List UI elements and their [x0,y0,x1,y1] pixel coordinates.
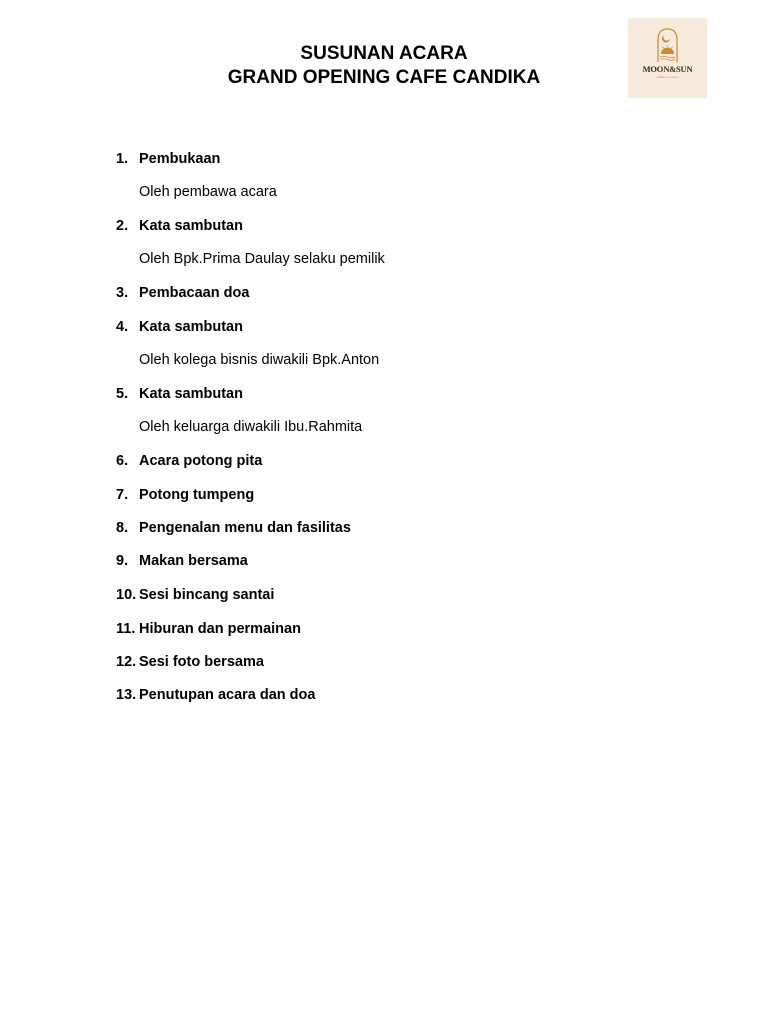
agenda-item-label: Kata sambutan [139,386,243,402]
agenda-item-description: Oleh keluarga diwakili Ibu.Rahmita [139,419,363,435]
agenda-item-label: Makan bersama [139,553,248,569]
agenda-item-description: Oleh Bpk.Prima Daulay selaku pemilik [139,251,385,267]
agenda-item-number: 12. [116,654,137,670]
agenda-item-number: 2. [116,218,129,234]
agenda-item-number: 6. [116,453,129,469]
agenda-item-number: 11. [116,621,136,637]
agenda-item-label: Pengenalan menu dan fasilitas [139,520,351,536]
agenda-item-description: Oleh pembawa acara [139,184,277,200]
agenda-item-number: 3. [116,285,129,301]
agenda-item-number: 9. [116,553,129,569]
logo-tagline: coffee & eatery [656,75,679,79]
agenda-item-label: Hiburan dan permainan [139,621,301,637]
moon-sun-emblem-icon [628,18,707,98]
agenda-item-label: Acara potong pita [139,453,263,469]
agenda-item-number: 13. [116,687,137,703]
agenda-item-label: Pembacaan doa [139,285,250,301]
document-subtitle: GRAND OPENING CAFE CANDIKA [227,67,541,88]
agenda-item-label: Penutupan acara dan doa [139,687,316,703]
agenda-item-number: 8. [116,520,129,536]
agenda-item-number: 7. [116,487,129,503]
agenda-item-number: 4. [116,319,129,335]
agenda-item-label: Kata sambutan [139,218,243,234]
document-title: SUSUNAN ACARA [300,43,468,64]
logo-brand-name: MOON&SUN [642,64,693,74]
agenda-item-number: 5. [116,386,129,402]
agenda-item-label: Sesi foto bersama [139,654,264,670]
agenda-item-description: Oleh kolega bisnis diwakili Bpk.Anton [139,352,380,368]
agenda-item-number: 10. [116,587,137,603]
agenda-item-label: Pembukaan [139,151,221,167]
agenda-item-label: Kata sambutan [139,319,243,335]
brand-logo [628,18,707,98]
agenda-item-number: 1. [116,151,129,167]
agenda-item-label: Potong tumpeng [139,487,255,503]
agenda-item-label: Sesi bincang santai [139,587,275,603]
